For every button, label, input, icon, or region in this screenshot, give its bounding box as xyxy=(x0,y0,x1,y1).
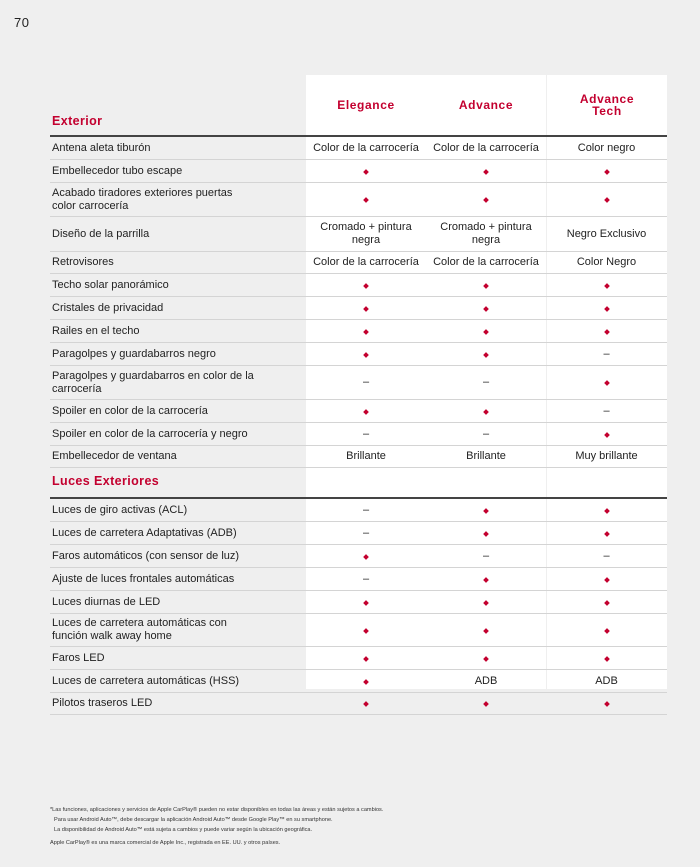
feature-not-available: – xyxy=(362,503,370,516)
diamond-icon xyxy=(604,380,610,386)
footnotes xyxy=(50,805,383,848)
diamond-icon xyxy=(363,352,369,358)
diamond-icon xyxy=(363,283,369,289)
row-label: Spoiler en color de la carrocería y negro xyxy=(52,427,248,440)
diamond-icon xyxy=(604,701,610,707)
column-header-advance: Advance xyxy=(458,98,514,112)
diamond-icon xyxy=(483,656,489,662)
table-row xyxy=(50,366,667,400)
row-label: Faros LED xyxy=(52,651,105,664)
diamond-icon xyxy=(483,352,489,358)
diamond-icon xyxy=(363,656,369,662)
feature-included-marker xyxy=(546,428,667,441)
feature-included-marker xyxy=(306,697,426,710)
diamond-icon xyxy=(363,600,369,606)
diamond-icon xyxy=(604,306,610,312)
feature-included-marker xyxy=(426,325,546,338)
feature-not-available: – xyxy=(362,427,370,440)
feature-included-marker xyxy=(546,652,667,665)
feature-included-marker xyxy=(306,165,426,178)
feature-included-marker xyxy=(306,652,426,665)
feature-included-marker xyxy=(306,279,426,292)
footnote: *Las funciones, aplicaciones y servicios de Apple CarPlay® pueden no estar disponibles en todas las áreas y están sujetos a cambios. xyxy=(50,807,384,813)
feature-included-marker xyxy=(306,325,426,338)
footnote: Para usar Android Auto™, debe descargar la aplicación Android Auto™ desde Google Play™ en su smartphone. xyxy=(54,817,333,823)
diamond-icon xyxy=(604,169,610,175)
feature-value: Muy brillante xyxy=(575,450,638,462)
diamond-icon xyxy=(483,329,489,335)
diamond-icon xyxy=(363,169,369,175)
table-row xyxy=(50,545,667,568)
diamond-icon xyxy=(363,628,369,634)
footnote: Apple CarPlay® es una marca comercial de Apple Inc., registrada en EE. UU. y otros países. xyxy=(50,840,281,846)
row-label: Faros automáticos (con sensor de luz) xyxy=(52,549,240,562)
feature-value: Color negro xyxy=(577,141,636,154)
feature-included-marker xyxy=(546,193,667,206)
table-row xyxy=(50,400,667,423)
feature-included-marker xyxy=(546,596,667,609)
feature-included-marker xyxy=(306,596,426,609)
diamond-icon xyxy=(483,169,489,175)
diamond-icon xyxy=(604,628,610,634)
row-label: Retrovisores xyxy=(52,256,114,268)
feature-value: Cromado + pintura negra xyxy=(320,221,412,246)
feature-included-marker xyxy=(546,376,667,389)
table-row xyxy=(50,670,667,693)
diamond-icon xyxy=(483,531,489,537)
feature-value: Color de la carrocería xyxy=(433,256,539,268)
feature-included-marker xyxy=(546,165,667,178)
row-label: Luces de carretera automáticas (HSS) xyxy=(52,674,240,687)
diamond-icon xyxy=(363,329,369,335)
feature-value: Cromado + pintura negra xyxy=(440,221,532,246)
diamond-icon xyxy=(483,197,489,203)
feature-not-available: – xyxy=(362,526,370,539)
row-label: Embellecedor de ventana xyxy=(52,450,177,462)
row-label: Railes en el techo xyxy=(52,324,140,337)
row-label: Antena aleta tiburón xyxy=(52,141,151,154)
page-number: 70 xyxy=(14,15,30,30)
feature-value: Color de la carrocería xyxy=(313,256,419,268)
table-row xyxy=(50,568,667,591)
diamond-icon xyxy=(604,432,610,438)
diamond-icon xyxy=(604,577,610,583)
row-label: Luces de carretera automáticas con función walk away home xyxy=(52,617,227,642)
diamond-icon xyxy=(483,409,489,415)
feature-included-marker xyxy=(426,193,546,206)
feature-not-available: – xyxy=(482,427,490,440)
feature-included-marker xyxy=(306,624,426,637)
row-label: Luces de giro activas (ACL) xyxy=(52,503,188,516)
feature-included-marker xyxy=(546,697,667,710)
column-header-elegance: Elegance xyxy=(337,98,395,112)
diamond-icon xyxy=(363,554,369,560)
spec-table xyxy=(50,135,667,715)
diamond-icon xyxy=(604,283,610,289)
feature-included-marker xyxy=(306,550,426,563)
feature-included-marker xyxy=(546,279,667,292)
diamond-icon xyxy=(483,577,489,583)
table-row xyxy=(50,497,667,522)
diamond-icon xyxy=(363,409,369,415)
feature-included-marker xyxy=(426,279,546,292)
feature-not-available: – xyxy=(603,347,610,360)
feature-included-marker xyxy=(546,325,667,338)
section-title-luces-exteriores: Luces Exteriores xyxy=(52,474,160,488)
row-label: Ajuste de luces frontales automáticas xyxy=(52,572,235,585)
table-row xyxy=(50,252,667,274)
diamond-icon xyxy=(483,508,489,514)
row-label: Luces diurnas de LED xyxy=(52,595,161,608)
row-label: Acabado tiradores exteriores puertas color carrocería xyxy=(52,186,233,212)
feature-included-marker xyxy=(426,165,546,178)
feature-included-marker xyxy=(426,405,546,418)
diamond-icon xyxy=(604,600,610,606)
footnote: La disponibilidad de Android Auto™ está sujeta a cambios y puede variar según la ubicación geográfica. xyxy=(54,827,313,833)
table-row xyxy=(50,297,667,320)
feature-value: Color de la carrocería xyxy=(433,141,539,154)
diamond-icon xyxy=(363,701,369,707)
feature-included-marker xyxy=(306,405,426,418)
feature-value: ADB xyxy=(474,674,498,687)
feature-value: Color de la carrocería xyxy=(313,141,419,154)
row-label: Diseño de la parrilla xyxy=(52,227,150,240)
feature-included-marker xyxy=(306,348,426,361)
table-row xyxy=(50,591,667,614)
feature-included-marker xyxy=(306,302,426,315)
diamond-icon xyxy=(483,628,489,634)
table-row xyxy=(50,274,667,297)
diamond-icon xyxy=(604,329,610,335)
feature-included-marker xyxy=(546,504,667,517)
feature-not-available: – xyxy=(603,404,610,417)
row-label: Luces de carretera Adaptativas (ADB) xyxy=(52,526,237,539)
feature-value: Color Negro xyxy=(576,256,637,268)
table-row xyxy=(50,343,667,366)
table-row xyxy=(50,446,667,468)
diamond-icon xyxy=(483,600,489,606)
feature-included-marker xyxy=(546,573,667,586)
feature-included-marker xyxy=(426,348,546,361)
diamond-icon xyxy=(483,283,489,289)
section-gap xyxy=(50,468,667,497)
feature-included-marker xyxy=(426,504,546,517)
row-label: Pilotos traseros LED xyxy=(52,697,153,709)
feature-included-marker xyxy=(426,527,546,540)
feature-not-available: – xyxy=(362,376,370,388)
feature-value: ADB xyxy=(595,674,618,687)
feature-value: Brillante xyxy=(346,450,386,462)
diamond-icon xyxy=(604,508,610,514)
row-label: Embellecedor tubo escape xyxy=(52,164,183,177)
diamond-icon xyxy=(604,531,610,537)
diamond-icon xyxy=(483,306,489,312)
feature-included-marker xyxy=(426,573,546,586)
feature-not-available: – xyxy=(603,549,610,562)
table-row xyxy=(50,647,667,670)
feature-included-marker xyxy=(426,652,546,665)
diamond-icon xyxy=(483,701,489,707)
feature-included-marker xyxy=(546,302,667,315)
table-row xyxy=(50,320,667,343)
feature-included-marker xyxy=(426,624,546,637)
feature-included-marker xyxy=(426,697,546,710)
feature-included-marker xyxy=(306,675,426,688)
feature-included-marker xyxy=(426,596,546,609)
diamond-icon xyxy=(363,679,369,685)
feature-value: Negro Exclusivo xyxy=(566,227,647,240)
diamond-icon xyxy=(363,306,369,312)
feature-included-marker xyxy=(546,624,667,637)
section-title-exterior: Exterior xyxy=(52,114,103,128)
table-row xyxy=(50,614,667,647)
table-row xyxy=(50,183,667,217)
table-row xyxy=(50,135,667,160)
feature-included-marker xyxy=(306,193,426,206)
diamond-icon xyxy=(604,656,610,662)
feature-value: Brillante xyxy=(466,450,506,462)
feature-included-marker xyxy=(546,527,667,540)
row-label: Paragolpes y guardabarros en color de la carrocería xyxy=(52,369,254,395)
table-row xyxy=(50,160,667,183)
diamond-icon xyxy=(363,197,369,203)
table-row xyxy=(50,217,667,252)
row-label: Paragolpes y guardabarros negro xyxy=(52,347,216,360)
row-label: Techo solar panorámico xyxy=(52,278,169,291)
column-header-advance-tech: Advance Tech xyxy=(579,92,635,118)
feature-included-marker xyxy=(426,302,546,315)
table-row xyxy=(50,693,667,715)
table-row xyxy=(50,423,667,446)
feature-not-available: – xyxy=(362,572,370,585)
feature-not-available: – xyxy=(482,376,490,388)
diamond-icon xyxy=(604,197,610,203)
row-label: Cristales de privacidad xyxy=(52,301,164,314)
feature-not-available: – xyxy=(482,549,490,562)
table-row xyxy=(50,522,667,545)
row-label: Spoiler en color de la carrocería xyxy=(52,404,208,417)
